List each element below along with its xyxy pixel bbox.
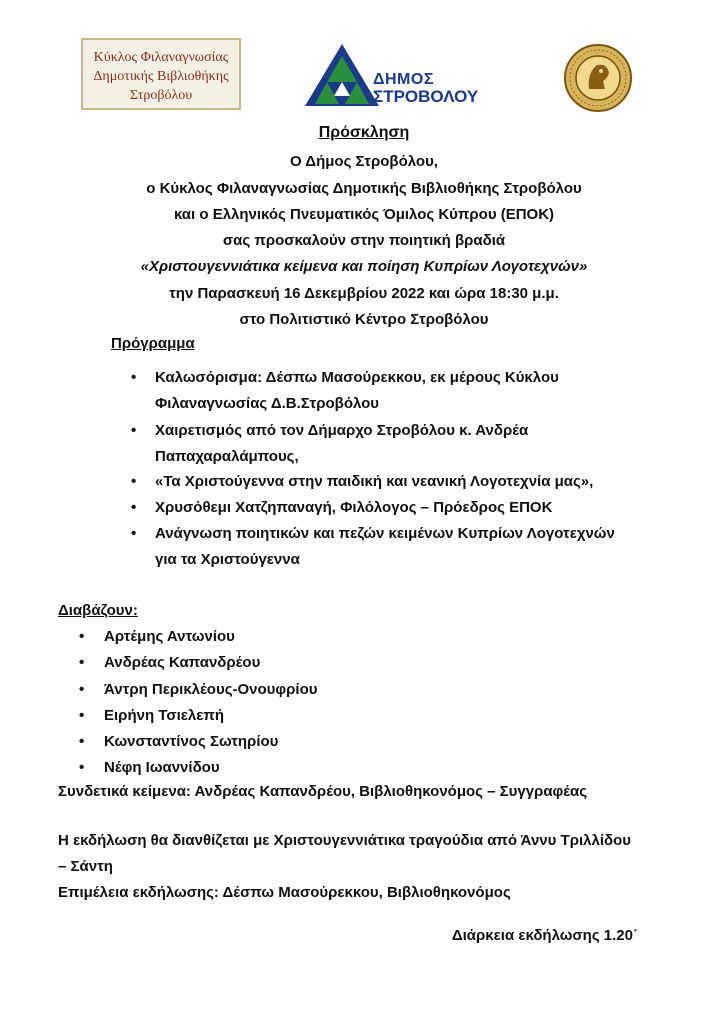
program-item: Χρυσόθεμι Χατζηπαναγή, Φιλόλογος – Πρόεδρος ΕΠΟΚ (155, 499, 553, 516)
reader-name: Άντρη Περικλέους-Ονουφρίου (104, 681, 318, 698)
intro-line: ο Κύκλος Φιλαναγνωσίας Δημοτικής Βιβλιοθήκης Στροβόλου (146, 180, 582, 197)
event-duration: Διάρκεια εκδήλωσης 1.20΄ (451, 927, 638, 944)
reader-name: Κωνσταντίνος Σωτηρίου (104, 733, 279, 750)
program-item: Καλωσόρισμα: Δέσπω Μασούρεκκου, εκ μέρους Κύκλου (155, 369, 559, 386)
municipality-triangle-icon (303, 42, 381, 108)
reading-circle-logo-line: Δημοτικής Βιβλιοθήκης (93, 69, 229, 84)
event-venue: στο Πολιτιστικό Κέντρο Στροβόλου (239, 311, 489, 328)
bullet-icon: • (131, 499, 137, 516)
music-note-cont: – Σάντη (58, 858, 113, 875)
municipality-logo (303, 42, 483, 110)
bullet-icon: • (79, 733, 85, 750)
readers-heading: Διαβάζουν: (58, 602, 138, 619)
page-title: Πρόσκληση (318, 124, 410, 141)
program-heading: Πρόγραμμα (111, 335, 195, 352)
program-item: για τα Χριστούγεννα (155, 551, 300, 568)
bullet-icon: • (79, 628, 85, 645)
curator: Επιμέλεια εκδήλωσης: Δέσπω Μασούρεκκου, Βιβλιοθηκονόμος (58, 884, 511, 901)
intro-line: και ο Ελληνικός Πνευματικός Όμιλος Κύπρου (ΕΠΟΚ) (173, 206, 555, 223)
reader-name: Ανδρέας Καπανδρέου (104, 654, 261, 671)
bullet-icon: • (131, 422, 137, 439)
intro-line: Ο Δήμος Στροβόλου, (290, 153, 438, 170)
event-date: την Παρασκευή 16 Δεκεμβρίου 2022 και ώρα 18:30 μ.μ. (169, 285, 559, 302)
bullet-icon: • (131, 369, 137, 386)
program-item: «Τα Χριστούγεννα στην παιδική και νεανική Λογοτεχνία μας», (155, 473, 594, 490)
epok-seal-logo (563, 43, 633, 118)
bullet-icon: • (131, 473, 137, 490)
bullet-icon: • (79, 759, 85, 776)
bullet-icon: • (79, 707, 85, 724)
program-item: Φιλαναγνωσίας Δ.Β.Στροβόλου (155, 395, 380, 412)
reader-name: Ειρήνη Τσιελεπή (104, 707, 224, 724)
bullet-icon: • (131, 525, 137, 542)
program-item: Χαιρετισμός από τον Δήμαρχο Στροβόλου κ. Ανδρέα (155, 422, 529, 439)
bullet-icon: • (79, 681, 85, 698)
intro-line: σας προσκαλούν στην ποιητική βραδιά (222, 232, 506, 249)
reading-circle-logo-line: Στροβόλου (129, 88, 193, 103)
seal-icon (563, 43, 633, 113)
reading-circle-logo (81, 38, 241, 110)
reading-circle-logo-line: Κύκλος Φιλαναγνωσίας (93, 50, 229, 65)
municipality-name-1: ΔΗΜΟΣ (373, 71, 434, 88)
music-note: Η εκδήλωση θα διανθίζεται με Χριστουγεννιάτικα τραγούδια από Άννυ Τριλλίδου (58, 832, 631, 849)
bullet-icon: • (79, 654, 85, 671)
reader-name: Νέφη Ιωαννίδου (104, 759, 220, 776)
program-item: Παπαχαραλάμπους, (155, 448, 299, 465)
event-title: «Χριστουγεννιάτικα κείμενα και ποίηση Κυπρίων Λογοτεχνών» (140, 258, 588, 275)
connecting-texts: Συνδετικά κείμενα: Ανδρέας Καπανδρέου, Βιβλιοθηκονόμος – Συγγραφέας (58, 783, 588, 800)
municipality-name-2: ΣΤΡΟΒΟΛΟΥ (373, 87, 479, 106)
reader-name: Αρτέμης Αντωνίου (104, 628, 235, 645)
program-item: Ανάγνωση ποιητικών και πεζών κειμένων Κυπρίων Λογοτεχνών (155, 525, 615, 542)
